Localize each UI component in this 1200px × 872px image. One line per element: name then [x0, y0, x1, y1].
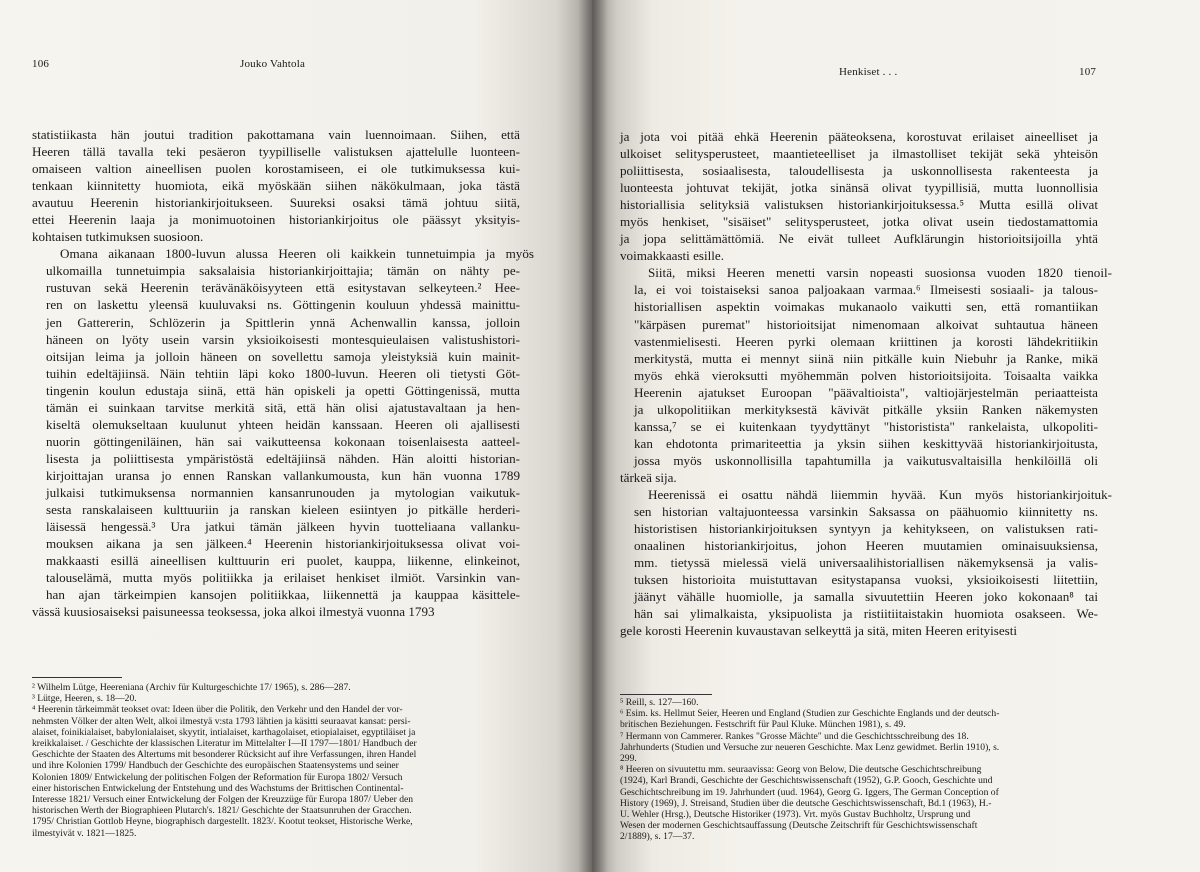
footnote-line: U. Wehler (Hrsg.), Deutsche Historiker (1973). Vrt. myös Gustav Buchholtz, Ursprung und: [620, 809, 971, 821]
paragraph: [620, 264, 1112, 486]
footnote-line: ⁷ Hermann von Cammerer. Rankes "Grosse Mächte" und die Geschichtsschreibung des 18.: [620, 730, 969, 742]
paragraph: [32, 126, 520, 245]
footnote-line: (1924), Karl Brandi, Geschichte der Geschichtswissenschaft (1952), G.P. Gooch, Geschichte und: [620, 775, 993, 787]
text-line: kohtaisen tutkimuksen suosioon.: [32, 229, 204, 245]
footnote-line: historischen Werth der Biographieen Plutarch's. 1821/ Geschichte der Staatsunruhen der Gracchen.: [32, 805, 412, 817]
footnote-line: ⁸ Heeren on sivuutettu mm. seuraavissa: Georg von Below, Die deutsche Geschichtschreibung: [620, 764, 982, 776]
footnote-line: kreikkalaiset. / Geschichte der klassischen Literatur im Mittelalter I—II 1797—1801/ Handbuch der: [32, 738, 417, 750]
paragraph: [32, 245, 534, 620]
text-line: historiallisen aspektin voimakas mukanaolo vaikutti sen, että romantiikan: [634, 299, 1098, 315]
footnote-line: ³ Lütge, Heeren, s. 18—20.: [32, 693, 137, 705]
text-line: kirjoittajan uransa jo ennen Ranskan vallankumousta, kun hän vuonna 1789: [46, 467, 520, 483]
text-line: voimakkaasti esille.: [620, 248, 724, 264]
footnote-line: Geschichtschreibung im 19. Jahrhundert (uud. 1964), Georg G. Iggers, The German Conception of: [620, 786, 999, 798]
footnote-line: nehmsten Völker der alten Welt, alkoi ilmestyä v:sta 1793 lähtien ja käsitti seuraavat kansat: persi-: [32, 715, 411, 727]
text-line: "kärpäsen puremat" historioitsijat nimenomaan alkoivat suhtautua häneen: [634, 316, 1098, 332]
running-head-author: Jouko Vahtola: [240, 58, 306, 70]
text-line: luonteesta johtuvat tekijät, jotka sinänsä olivat tyypillisiä, mutta luonnollisia: [620, 180, 1098, 196]
footnote-line: 1795/ Christian Gottlob Heyne, biographisch dargestellt. 1823/. Kootut teokset, Historische Werke,: [32, 816, 413, 828]
text-line: myös ehkä vieroksutti myöhemmän polven historioitsijoita. Toisaalta vaikka: [634, 367, 1098, 383]
text-line: sen historian valtajuonteessa varsinkin Saksassa on päähuomio kiinnitetty ns.: [634, 504, 1098, 520]
text-line: poliittisesta, sosiaalisesta, taloudellisesta ja uskonnollisesta rakenteesta ja: [620, 163, 1098, 179]
footnote-line: Kolonien 1809/ Entwickelung der politischen Folgen der Reformation für Europa 1802/ Versuch: [32, 771, 403, 783]
text-line: ettei Heerenin laaja ja monimuotoinen historiankirjoitus ole päässyt yksityis-: [32, 212, 520, 228]
footnote-line: Geschichte der Staaten des Altertums mit besonderer Rücksicht auf ihre Verfassungen, ihren Handel: [32, 749, 417, 761]
footnote-line: ⁴ Heerenin tärkeimmät teokset ovat: Ideen über die Politik, den Verkehr und den Handel der vor-: [32, 704, 403, 716]
text-line: historistisen historiankirjoituksen syntyyn ja kehitykseen, on valistuksen rati-: [634, 521, 1098, 537]
text-line: rustuvan sekä Heerenin terävänäköisyyteen että esitystavan selkeyteen.² Hee-: [46, 280, 520, 296]
text-line: ulkomailla tunnetuimpia saksalaisia historiankirjoittajia; tämän on nähty pe-: [46, 263, 520, 279]
text-line: mm. tietyssä mielessä vielä universaalihistoriallisen näkemyksensä ja valis-: [634, 555, 1098, 571]
text-line: ja jota voi pitää ehkä Heerenin pääteoksena, korostuvat erilaiset aineelliset ja: [620, 129, 1098, 144]
right-page: [592, 0, 1200, 872]
text-line: jen Gattererin, Schlözerin ja Spittlerin ynnä Achenwallin kanssa, jolloin: [46, 314, 520, 330]
text-line: ja ulkopolitiikan merkityksestä kävivät pitkälle yksiin Ranken näkemysten: [634, 401, 1098, 417]
text-line: makkaasti esillä aineellisen kulttuurin eri puolet, kauppa, liikenne, elinkeinot,: [46, 553, 520, 569]
left-body-text: [32, 126, 534, 620]
footnote-line: 299.: [620, 753, 637, 765]
text-line: läisessä hengessä.³ Ura jatkui tämän jälkeen hyvin tuotteliaana vallanku-: [46, 519, 520, 535]
text-line: sesta ranskalaiseen kulttuuriin ja ranskan kieleen esiintyen jo pitkälle herderi-: [46, 502, 520, 518]
text-line: jossa myös uskonnollisilla tapahtumilla ja vaikutusvaltaisilla henkilöillä oli: [634, 452, 1098, 468]
text-line: Omana aikanaan 1800-luvun alussa Heeren oli kaikkein tunnetuimpia ja myös: [60, 246, 534, 262]
footnote-line: Jahrhunderts (Studien und Versuche zur neueren Geschichte. Max Lenz gewidmet. Berlin 1910), s.: [620, 741, 1000, 753]
text-line: han ajan tärkeimpien kansojen politiikkaa, liikennettä ja kauppaa käsittele-: [46, 587, 520, 603]
text-line: avautuu Heerenin historiankirjoitukseen. Suureksi osaksi tämä johtuu siitä,: [32, 195, 520, 211]
left-page: [0, 0, 592, 872]
text-line: merkitystä, mutta ei mennyt siinä niin pitkälle kuin Niebuhr ja Ranke, mikä: [634, 350, 1098, 366]
footnote-line: Interesse 1821/ Versuch einer Entwickelung der Folgen der Kreuzzüge für Europa 1807/ Ueber den: [32, 794, 414, 806]
right-body-text: [620, 128, 1112, 639]
text-line: tuksen historioita muistuttavan esitystapansa vuoksi, yksioikoisesti liitettiin,: [634, 572, 1098, 588]
text-line: omaiseen valtion aineellisen puolen korostamiseen, ei ole tutkimuksessa kui-: [32, 161, 520, 177]
text-line: Heerenin ajatukset Euroopan "päävaltioista", valtiojärjestelmän periaatteista: [634, 384, 1098, 400]
text-line: historiallisia selityksiä valistuksen historiankirjoituksessa.⁵ Mutta esillä olivat: [620, 197, 1098, 213]
text-line: lisesta ja poliittisesta ympäristöstä edeltäjiinsä nähden. Hän aloitti historian-: [46, 450, 520, 466]
footnote-line: ² Wilhelm Lütge, Heereniana (Archiv für Kulturgeschichte 17/ 1965), s. 286—287.: [32, 682, 351, 693]
text-line: kiseltä olemukseltaan kuulunut yhteen heidän kanssaan. Heeren oli ajallisesti: [46, 416, 520, 432]
text-line: häneen on lyöty usein varsin yksioikoisesti montesquieulaisen valistushistori-: [46, 331, 520, 347]
footnote-rule: [32, 677, 122, 678]
text-line: nuorin göttingeniläinen, hän sai vaikutteensa kokonaan toisenlaisesta aatteel-: [46, 433, 520, 449]
page-number-left: 106: [32, 58, 50, 70]
text-line: kan ehdotonta primariteettia ja yksin siihen keskittyvää historiankirjoitusta,: [634, 435, 1098, 451]
text-line: onaalinen historiankirjoitus, johon Heeren muutamien ominaisuuksiensa,: [634, 538, 1098, 554]
running-head-section: Henkiset . . .: [839, 66, 898, 78]
text-line: la, ei voi toistaiseksi sanoa paljoakaan varmaa.⁶ Ilmeisesti sosiaali- ja talous-: [634, 282, 1098, 298]
footnote-line: ⁵ Reill, s. 127—160.: [620, 697, 699, 708]
right-footnotes: [620, 697, 1098, 843]
footnote-line: und ihre Kolonien 1799/ Handbuch der Geschichte des europäischen Staatensystems und seiner: [32, 760, 399, 772]
text-line: tenkaan kiinnitetty huomiota, eikä myöskään siihen näkökulmaan, joka tästä: [32, 178, 520, 194]
footnote-line: britischen Beziehungen. Festschrift für Paul Kluke. München 1981), s. 49.: [620, 719, 906, 731]
text-line: tingenin koulun edustaja siinä, että hän opiskeli ja opetti Göttingenissä, mutta: [46, 382, 520, 398]
text-line: gele korosti Heerenin kuvaustavan selkeyttä ja sitä, miten Heeren erityisesti: [620, 623, 1018, 639]
footnote-line: ilmestyivät v. 1821—1825.: [32, 827, 137, 839]
text-line: ulkoiset selitysperusteet, maantieteelliset ja ilmastolliset tekijät sekä yhteisön: [620, 146, 1098, 162]
text-line: myös henkiset, "sisäiset" selitysperusteet, jotka olivat usein tiedostamattomia: [620, 214, 1098, 230]
text-line: tuihin edeltäjiinsä. Näin tehtiin läpi koko 1800-luvun. Heeren oli tietysti Göt-: [46, 365, 520, 381]
text-line: hän sai ylimalkaista, yksipuolista ja ristiitiitaistakin huomiota osakseen. We-: [634, 606, 1098, 622]
text-line: vässä kuusiosaiseksi paisuneessa teoksessa, joka alkoi ilmestyä vuonna 1793: [32, 604, 435, 620]
text-line: Heerenissä ei osattu nähdä liiemmin hyvää. Kun myös historiankirjoituk-: [648, 486, 1112, 502]
footnote-line: alaiset, foinikialaiset, babylonialaiset, skyytit, intialaiset, karthagolaiset, etiopialaiset, egyptiläiset ja: [32, 726, 416, 738]
footnote-line: Wesen der modernen Geschichtsauffassung (Deutsche Zeitschrift für Geschichtswissenschaft: [620, 820, 978, 832]
text-line: talouselämä, mutta myös politiikka ja erilaiset henkiset ilmiöt. Varsinkin van-: [46, 570, 520, 586]
text-line: mouksen aikana ja sen jälkeen.⁴ Heerenin historiankirjoituksessa olivat voi-: [46, 536, 520, 552]
footnote-line: History (1969), J. Streisand, Studien über die deutsche Geschichtswissenschaft, Bd.1 (1963), H.-: [620, 797, 992, 809]
text-line: kanssa,⁷ se ei kuitenkaan tyydyttänyt "historistista" rankelaista, ulkopoliti-: [634, 418, 1098, 434]
footnote-rule: [620, 694, 712, 695]
book-gutter-shadow: [578, 0, 608, 872]
footnote-line: 2/1889), s. 17—37.: [620, 831, 695, 843]
text-line: tämän ei suinkaan tarvitse merkitä sitä, että hän olisi ajatustavaltaan ja hen-: [46, 399, 520, 415]
footnote-line: ⁶ Esim. ks. Hellmut Seier, Heeren und England (Studien zur Geschichte Englands und der deutsch-: [620, 708, 1000, 720]
footnote-line: einer historischen Entwickelung der Entstehung und des Wachstums der Brittischen Continental-: [32, 782, 404, 794]
text-line: Siitä, miksi Heeren menetti varsin nopeasti suosionsa vuoden 1820 tienoil-: [648, 265, 1112, 281]
text-line: Heeren tällä tavalla teki pesäeron tyypilliselle valistuksen ajattelulle luonteen-: [32, 144, 520, 160]
page-number-right: 107: [1079, 66, 1097, 78]
paragraph: [620, 486, 1112, 639]
text-line: statistiikasta hän joutui tradition pakottamana vain luennoimaan. Siihen, että: [32, 127, 520, 142]
text-line: tärkeä sija.: [620, 469, 677, 485]
left-footnotes: [32, 682, 520, 839]
text-line: ren on laskettu yleensä kuuluvaksi ns. Göttingenin kouluun yhdessä mainittu-: [46, 297, 520, 313]
text-line: oitsijan leima ja jolloin häneen on sovellettu samoja yleistyksiä kuin mainit-: [46, 348, 520, 364]
text-line: vastenmielisesti. Heeren pyrki olemaan kriittinen ja korosti lähdekritiikin: [634, 333, 1098, 349]
text-line: ja jopa selittämättömiä. Ne eivät tulleet Aufklärungin historioitsijoilla yhtä: [620, 231, 1098, 247]
paragraph: [620, 128, 1098, 264]
text-line: julkaisi tutkimuksensa normannien kansanrunouden ja mytologian vaikutuk-: [46, 484, 520, 500]
text-line: jäänyt vähälle huomiolle, ja samalla sivuutettiin Heeren joko kokonaan⁸ tai: [634, 589, 1098, 605]
